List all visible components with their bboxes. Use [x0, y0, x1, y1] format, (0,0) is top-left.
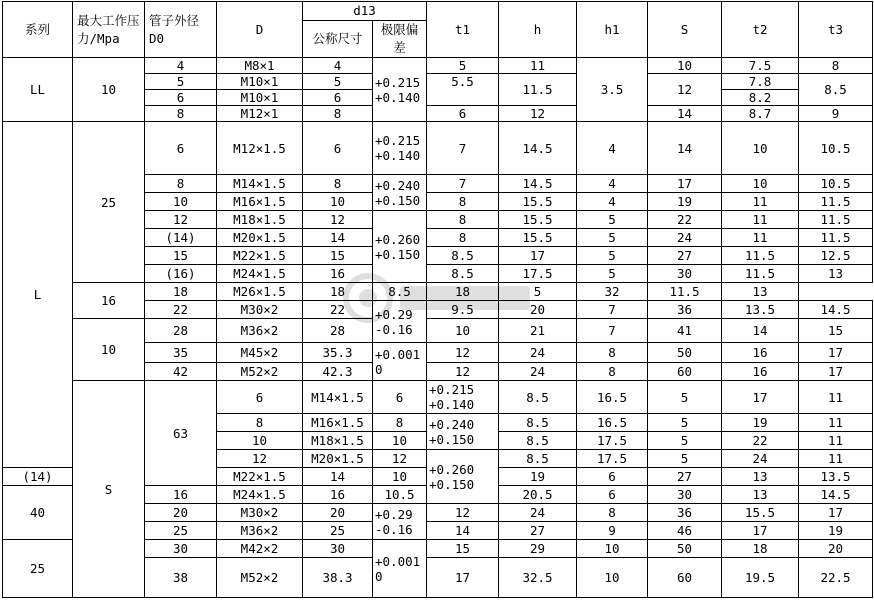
t3-cell: 11.5	[799, 193, 873, 211]
header-nominal: 公称尺寸	[303, 21, 373, 58]
t2-cell: 11	[799, 381, 873, 414]
d-cell: M26×1.5	[217, 283, 303, 301]
d-cell: M24×1.5	[217, 486, 303, 504]
series-cell: LL	[3, 58, 73, 122]
t1-cell: 8	[427, 229, 499, 247]
h1-cell: 8	[577, 504, 648, 522]
t2-cell: 16	[722, 343, 799, 363]
od-cell: 6	[145, 122, 217, 175]
t3-cell: 13.5	[799, 468, 873, 486]
od-cell: 5	[145, 74, 217, 90]
d-cell: M52×2	[217, 363, 303, 381]
t2-cell: 8.2	[722, 90, 799, 106]
series-cell: S	[73, 381, 145, 598]
t1-cell: 6	[427, 106, 499, 122]
pressure-cell: 25	[73, 122, 145, 283]
t1-cell: 8.5	[373, 283, 427, 301]
od-cell: (14)	[3, 468, 73, 486]
t3-cell: 15	[799, 319, 873, 343]
h-cell: 14.5	[499, 175, 577, 193]
t2-cell: 10	[722, 175, 799, 193]
nominal-cell: 22	[303, 301, 373, 319]
od-cell: 25	[145, 522, 217, 540]
t3-cell: 8.5	[799, 74, 873, 106]
t1-cell: 5	[427, 58, 499, 74]
t3-cell: 22.5	[799, 558, 873, 598]
d-cell: M45×2	[217, 343, 303, 363]
od-cell: 22	[145, 301, 217, 319]
fitting-dimension-table	[2, 1, 873, 598]
od-cell: 15	[145, 247, 217, 265]
t2-cell: 11	[799, 450, 873, 468]
t2-cell: 7.5	[722, 58, 799, 74]
t1-cell: 7	[427, 175, 499, 193]
nominal-cell: 18	[303, 283, 373, 301]
h1-cell: 6	[577, 486, 648, 504]
tolerance-cell: +0.260 +0.150	[373, 211, 427, 283]
s-cell: 10	[648, 58, 722, 74]
t1-cell: 5.5	[427, 74, 499, 106]
d-cell: M10×1	[217, 90, 303, 106]
t3-cell: 11.5	[799, 211, 873, 229]
tolerance-cell: +0.001 0	[373, 540, 427, 598]
pressure-cell: 10	[73, 58, 145, 122]
h1-cell: 8	[577, 343, 648, 363]
t3-cell: 12.5	[799, 247, 873, 265]
t2-cell: 13	[722, 468, 799, 486]
h1-cell: 5	[648, 381, 722, 414]
s-cell: 14	[648, 106, 722, 122]
t1-cell: 8.5	[499, 450, 577, 468]
h1-cell: 5	[648, 432, 722, 450]
t2-cell: 11.5	[648, 283, 722, 301]
tolerance-cell: +0.215 +0.140	[373, 58, 427, 122]
tolerance-cell: +0.215 +0.140	[427, 381, 499, 414]
pressure-cell: 10	[73, 319, 145, 381]
nominal-cell: 8	[303, 175, 373, 193]
nominal-cell: 30	[303, 540, 373, 558]
s-cell: 41	[648, 319, 722, 343]
s-cell: 36	[648, 504, 722, 522]
t1-cell: 14	[427, 522, 499, 540]
h-cell: 12	[499, 106, 577, 122]
t3-cell: 9	[799, 106, 873, 122]
d-cell: M14×1.5	[217, 175, 303, 193]
h-cell: 29	[499, 540, 577, 558]
t1-cell: 12	[427, 363, 499, 381]
h-cell: 15.5	[499, 229, 577, 247]
nominal-cell: 14	[303, 468, 373, 486]
header-t3: t3	[799, 2, 873, 58]
d-cell: M18×1.5	[303, 432, 373, 450]
t2-cell: 14	[722, 319, 799, 343]
d-cell: M52×2	[217, 558, 303, 598]
t1-cell: 17	[427, 558, 499, 598]
s-cell: 22	[722, 432, 799, 450]
d-cell: M16×1.5	[303, 414, 373, 432]
t2-cell: 19.5	[722, 558, 799, 598]
s-cell: 30	[648, 486, 722, 504]
od-cell: 8	[145, 106, 217, 122]
od-cell: 10	[217, 432, 303, 450]
nominal-cell: 16	[303, 486, 373, 504]
h-cell: 18	[427, 283, 499, 301]
d-cell: M20×1.5	[217, 229, 303, 247]
h1-cell: 7	[577, 301, 648, 319]
header-od: 管子外径D0	[145, 2, 217, 58]
h-cell: 24	[499, 363, 577, 381]
d-cell: M36×2	[217, 522, 303, 540]
t2-cell: 11	[799, 432, 873, 450]
tolerance-cell: +0.240 +0.150	[427, 414, 499, 450]
h-cell: 15.5	[499, 211, 577, 229]
nominal-cell: 4	[303, 58, 373, 74]
t3-cell: 17	[799, 363, 873, 381]
d-cell: M42×2	[217, 540, 303, 558]
s-cell: 27	[648, 247, 722, 265]
d-cell: M12×1	[217, 106, 303, 122]
tolerance-cell: +0.240 +0.150	[373, 175, 427, 211]
t3-cell: 17	[799, 343, 873, 363]
h-cell: 11.5	[499, 74, 577, 106]
nominal-cell: 25	[303, 522, 373, 540]
h1-cell: 5	[577, 229, 648, 247]
d-cell: M14×1.5	[303, 381, 373, 414]
t2-cell: 11.5	[722, 247, 799, 265]
pressure-cell: 16	[73, 283, 145, 319]
s-cell: 22	[648, 211, 722, 229]
nominal-cell: 12	[373, 450, 427, 468]
h-cell: 17.5	[499, 265, 577, 283]
d-cell: M24×1.5	[217, 265, 303, 283]
h1-cell: 10	[577, 558, 648, 598]
od-cell: (16)	[145, 265, 217, 283]
nominal-cell: 14	[303, 229, 373, 247]
d-cell: M10×1	[217, 74, 303, 90]
t1-cell: 10	[427, 319, 499, 343]
tolerance-cell: +0.215 +0.140	[373, 122, 427, 175]
od-cell: 35	[145, 343, 217, 363]
h1-cell: 5	[499, 283, 577, 301]
s-cell: 17	[722, 381, 799, 414]
t1-cell: 12	[427, 504, 499, 522]
nominal-cell: 12	[303, 211, 373, 229]
h-cell: 15.5	[499, 193, 577, 211]
od-cell: 42	[145, 363, 217, 381]
h-cell: 21	[499, 319, 577, 343]
d-cell: M36×2	[217, 319, 303, 343]
pressure-cell: 40	[3, 486, 73, 540]
t3-cell: 11.5	[799, 229, 873, 247]
h1-cell: 4	[577, 175, 648, 193]
d-cell: M30×2	[217, 504, 303, 522]
h-cell: 11	[499, 58, 577, 74]
tolerance-cell: +0.29 -0.16	[373, 301, 427, 343]
h1-cell: 5	[577, 265, 648, 283]
h-cell: 20.5	[499, 486, 577, 504]
d-cell: M12×1.5	[217, 122, 303, 175]
od-cell: 6	[217, 381, 303, 414]
t1-cell: 15	[427, 540, 499, 558]
nominal-cell: 8	[373, 414, 427, 432]
t2-cell: 11	[722, 229, 799, 247]
t2-cell: 18	[722, 540, 799, 558]
od-cell: 8	[217, 414, 303, 432]
od-cell: 38	[145, 558, 217, 598]
h-cell: 24	[499, 343, 577, 363]
s-cell: 24	[648, 229, 722, 247]
t1-cell: 9.5	[427, 301, 499, 319]
tolerance-cell: +0.260 +0.150	[427, 450, 499, 504]
t3-cell: 14.5	[799, 486, 873, 504]
t2-cell: 15.5	[722, 504, 799, 522]
t1-cell: 8.5	[499, 381, 577, 414]
t1-cell: 10.5	[373, 486, 427, 504]
d-cell: M20×1.5	[303, 450, 373, 468]
t2-cell: 13.5	[722, 301, 799, 319]
s-cell: 36	[648, 301, 722, 319]
h-cell: 24	[499, 504, 577, 522]
t1-cell: 8.5	[499, 414, 577, 432]
h1-cell: 5	[577, 211, 648, 229]
h1-cell: 10	[577, 540, 648, 558]
t3-cell: 14.5	[799, 301, 873, 319]
od-cell: 4	[145, 58, 217, 74]
h1-cell: 5	[577, 247, 648, 265]
nominal-cell: 42.3	[303, 363, 373, 381]
od-cell: (14)	[145, 229, 217, 247]
t2-cell: 7.8	[722, 74, 799, 90]
h1-cell: 8	[577, 363, 648, 381]
od-cell: 10	[145, 193, 217, 211]
t2-cell: 17	[722, 522, 799, 540]
s-cell: 60	[648, 558, 722, 598]
s-cell: 19	[648, 193, 722, 211]
header-deviation: 极限偏差	[373, 21, 427, 58]
od-cell: 16	[145, 486, 217, 504]
t1-cell: 8.5	[499, 432, 577, 450]
nominal-cell: 10	[373, 432, 427, 450]
h1-cell: 5	[648, 450, 722, 468]
t2-cell: 8.7	[722, 106, 799, 122]
d-cell: M22×1.5	[217, 468, 303, 486]
h-cell: 17	[499, 247, 577, 265]
t2-cell: 11	[722, 193, 799, 211]
s-cell: 50	[648, 343, 722, 363]
s-cell: 17	[648, 175, 722, 193]
s-cell: 46	[648, 522, 722, 540]
s-cell: 14	[648, 122, 722, 175]
d-cell: M22×1.5	[217, 247, 303, 265]
h-cell: 17.5	[577, 432, 648, 450]
t2-cell: 11	[722, 211, 799, 229]
od-cell: 18	[145, 283, 217, 301]
header-d13: d13	[303, 2, 427, 21]
t3-cell: 8	[799, 58, 873, 74]
nominal-cell: 28	[303, 319, 373, 343]
t1-cell: 8	[427, 193, 499, 211]
s-cell: 30	[648, 265, 722, 283]
od-cell: 28	[145, 319, 217, 343]
header-t1: t1	[427, 2, 499, 58]
s-cell: 19	[722, 414, 799, 432]
series-cell: L	[3, 122, 73, 468]
h1-cell: 7	[577, 319, 648, 343]
t3-cell: 13	[722, 283, 799, 301]
nominal-cell: 38.3	[303, 558, 373, 598]
nominal-cell: 6	[303, 90, 373, 106]
d-cell: M8×1	[217, 58, 303, 74]
h-cell: 17.5	[577, 450, 648, 468]
od-cell: 20	[145, 504, 217, 522]
tolerance-cell: +0.29 -0.16	[373, 504, 427, 540]
nominal-cell: 6	[303, 122, 373, 175]
s-cell: 12	[648, 74, 722, 106]
t3-cell: 19	[799, 522, 873, 540]
t1-cell: 10	[373, 468, 427, 486]
nominal-cell: 16	[303, 265, 373, 283]
t2-cell: 13	[722, 486, 799, 504]
h1-cell: 5	[648, 414, 722, 432]
header-series: 系列	[3, 2, 73, 58]
header-d: D	[217, 2, 303, 58]
t1-cell: 8.5	[427, 265, 499, 283]
nominal-cell: 35.3	[303, 343, 373, 363]
h-cell: 16.5	[577, 414, 648, 432]
t1-cell: 8.5	[427, 247, 499, 265]
header-t2: t2	[722, 2, 799, 58]
t1-cell: 8	[427, 211, 499, 229]
od-cell: 6	[145, 90, 217, 106]
t2-cell: 16	[722, 363, 799, 381]
h-cell: 20	[499, 301, 577, 319]
h-cell: 27	[499, 522, 577, 540]
spec-table-container	[2, 1, 872, 598]
h1-cell: 4	[577, 193, 648, 211]
d-cell: M16×1.5	[217, 193, 303, 211]
od-cell: 12	[145, 211, 217, 229]
s-cell: 24	[722, 450, 799, 468]
pressure-cell: 25	[3, 540, 73, 598]
header-h: h	[499, 2, 577, 58]
h-cell: 16.5	[577, 381, 648, 414]
t3-cell: 10.5	[799, 175, 873, 193]
h1-cell: 9	[577, 522, 648, 540]
t1-cell: 7	[427, 122, 499, 175]
nominal-cell: 6	[373, 381, 427, 414]
header-pressure: 最大工作压力/Mpa	[73, 2, 145, 58]
d-cell: M18×1.5	[217, 211, 303, 229]
od-cell: 30	[145, 540, 217, 558]
h-cell: 19	[499, 468, 577, 486]
nominal-cell: 15	[303, 247, 373, 265]
nominal-cell: 10	[303, 193, 373, 211]
s-cell: 60	[648, 363, 722, 381]
t1-cell: 12	[427, 343, 499, 363]
t2-cell: 11.5	[722, 265, 799, 283]
t3-cell: 13	[799, 265, 873, 283]
d-cell: M30×2	[217, 301, 303, 319]
t3-cell: 10.5	[799, 122, 873, 175]
od-cell: 8	[145, 175, 217, 193]
nominal-cell: 20	[303, 504, 373, 522]
t2-cell: 10	[722, 122, 799, 175]
h1-cell: 6	[577, 468, 648, 486]
h-cell: 32.5	[499, 558, 577, 598]
t3-cell: 17	[799, 504, 873, 522]
h-cell: 14.5	[499, 122, 577, 175]
tolerance-cell: +0.001 0	[373, 343, 427, 381]
h1-cell: 3.5	[577, 58, 648, 122]
s-cell: 27	[648, 468, 722, 486]
s-cell: 32	[577, 283, 648, 301]
nominal-cell: 5	[303, 74, 373, 90]
header-h1: h1	[577, 2, 648, 58]
pressure-cell: 63	[145, 381, 217, 486]
header-s: S	[648, 2, 722, 58]
od-cell: 12	[217, 450, 303, 468]
h1-cell: 4	[577, 122, 648, 175]
t2-cell: 11	[799, 414, 873, 432]
nominal-cell: 8	[303, 106, 373, 122]
s-cell: 50	[648, 540, 722, 558]
t3-cell: 20	[799, 540, 873, 558]
